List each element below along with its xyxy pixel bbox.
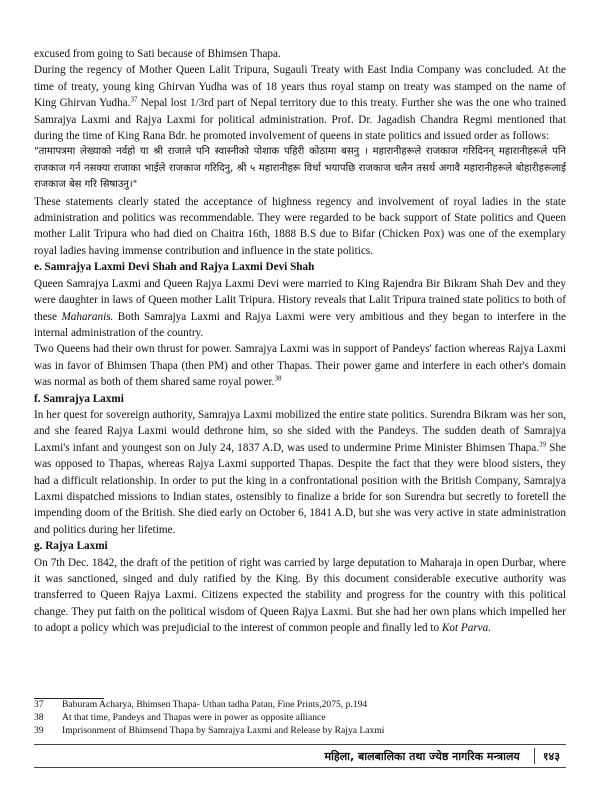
paragraph-2-text-b: Nepal lost 1/3rd part of Nepal territory due to this treaty. Further she was the one who trained Samrajya Laxmi and Rajya Laxmi for political administration. Prof. Dr. Jagadish Chandra Regmi mentioned that during the time of King Rana Bdr. he promoted involvement of queens in state politics and issued order as follows: bbox=[34, 97, 566, 143]
footnote-number: 39 bbox=[34, 724, 44, 736]
footnote-38 bbox=[34, 712, 574, 725]
paragraph-e-1 bbox=[34, 276, 566, 342]
paragraph-f-text-b: She was opposed to Thapas, whereas Rajya Laxmi supported Thapas. Despite the fact that they were blood sisters, they had a difficult relationship. In order to put the king in a confrontational position with the British Company, Samrajya Laxmi dispatched missions to Indian states, ostensibly to finalize a bride for son Surendra but secretly to foretell the impending doom of the British. She died early on October 6, 1841 A.D, but she was very active in state administration and politics during her lifetime. bbox=[34, 441, 567, 536]
paragraph-e-1-text-a: Queen Samrajya Laxmi and Queen Rajya Laxmi Devi were married to King Rajendra Bir Bikram Shah Dev and they were daughter in laws of Queen mother Lalit Tripura. History reveals that Lalit Tripura trained state politics to both of these bbox=[34, 277, 566, 323]
paragraph-e-1-italic: Maharanis. bbox=[61, 310, 114, 323]
footnote-number: 37 bbox=[34, 699, 44, 710]
ministry-name: महिला, बालबालिका तथा ज्येष्ठ नागरिक मन्त्रालय bbox=[324, 749, 520, 763]
body-text bbox=[34, 46, 566, 637]
paragraph-e-2-text: Two Queens had their own thrust for power. Samrajya Laxmi was in support of Pandeys' faction whereas Rajya Laxmi was in favor of Bhimsen Thapa (then PM) and other Thapas. Their power game and interfere in each other's domain was normal as both of them shared same royal power. bbox=[34, 343, 566, 389]
page-number: १४३ bbox=[542, 749, 560, 763]
footnote-ref-37[interactable]: 37 bbox=[130, 95, 138, 104]
paragraph-2 bbox=[34, 62, 566, 144]
footnote-text: At that time, Pandeys and Thapas were in power as opposite alliance bbox=[62, 711, 326, 723]
paragraph-2-text-a: During the regency of Mother Queen Lalit Tripura, Sugauli Treaty with East India Company was concluded. At the time of treaty, young king Ghirvan Yudha was of 18 years thus royal stamp on treaty was stamped on the name of King Ghirvan Yudha. bbox=[34, 64, 566, 110]
heading-g: g. Rajya Laxmi bbox=[34, 540, 108, 553]
heading-e: e. Samrajya Laxmi Devi Shah and Rajya Laxmi Devi Shah bbox=[34, 261, 315, 274]
paragraph-3: These statements clearly stated the acceptance of highness regency and involvement of royal ladies in the state administration and politics was recommendable. They were regarded to be back support of State politics and Queen mother Lalit Tripura who had died on Chaitra 16th, 1888 B.S due to Bifar (Chicken Pox) was one of the exemplary royal ladies having immense contribution and influence in the state politics. bbox=[34, 195, 566, 257]
paragraph-g-text: On 7th Dec. 1842, the draft of the petition of right was carried by large deputation to Maharaja in open Durbar, where it was sanctioned, singed and duly ratified by the King. By this document considerable executive authority was transferred to Queen Rajya Laxmi. Citizens expected the stability and progress for the country with this political change. They put faith on the political wisdom of Queen Rajya Laxmi. But she had her own plans which impelled her to adopt a policy which was prejudicial to the interest of common people and finally led to bbox=[34, 556, 566, 635]
footnote-ref-39[interactable]: 39 bbox=[539, 440, 547, 449]
nepali-quote: "तामापत्रमा लेख्याको नर्वहो या श्री राजाले पनि स्वास्नीको पोशाक पहिरी कोठामा बसनु । महारानीहरूले राजकाज गरिदिनन् महारानीहरूले पनि राजकाज गर्न नसक्या राजाका भाईले राजकाज गरिदिनु, श्री ५ महारानीहरू विर्धा भयापछि राजकाज चलैन तसर्थ अगावै महारानीहरूले बोहारीहरूलाई राजकाज बेस गरि सिषाउनु।" bbox=[34, 146, 566, 191]
page-footer bbox=[34, 744, 566, 768]
footnote-39 bbox=[34, 725, 574, 738]
paragraph-f-text-a: In her quest for sovereign authority, Samrajya Laxmi mobilized the entire state politics. Surendra Bikram was her son, and she feared Rajya Laxmi would dethrone him, so she sided with the Pandeys. The sudden death of Samrajya Laxmi's infant and youngest son on July 24, 1837 A.D, was used to undermine Prime Minister Bhimsen Thapa. bbox=[34, 408, 566, 454]
footnote-number: 38 bbox=[34, 711, 44, 723]
heading-f: f. Samrajya Laxmi bbox=[34, 392, 124, 405]
paragraph-g bbox=[34, 555, 566, 637]
footnote-text: Baburam Acharya, Bhimsen Thapa- Uthan tadha Patan, Fine Prints,2075, p.194 bbox=[62, 699, 368, 710]
paragraph-g-italic: Kot Parva. bbox=[441, 622, 492, 635]
footnotes bbox=[34, 699, 574, 737]
paragraph-e-2 bbox=[34, 341, 566, 390]
paragraph-1: excused from going to Sati because of Bhimsen Thapa. bbox=[34, 48, 281, 60]
footnote-text: Imprisonment of Bhimsend Thapa by Samrajya Laxmi and Release by Rajya Laxmi bbox=[62, 724, 385, 736]
footer-divider bbox=[534, 748, 535, 764]
footnote-37 bbox=[34, 699, 574, 712]
paragraph-f bbox=[34, 407, 566, 538]
footnote-ref-38[interactable]: 38 bbox=[274, 374, 282, 383]
paragraph-e-1-text-b: Both Samrajya Laxmi and Rajya Laxmi were very ambitious and they began to interfere in the internal administration of the country. bbox=[34, 310, 566, 339]
